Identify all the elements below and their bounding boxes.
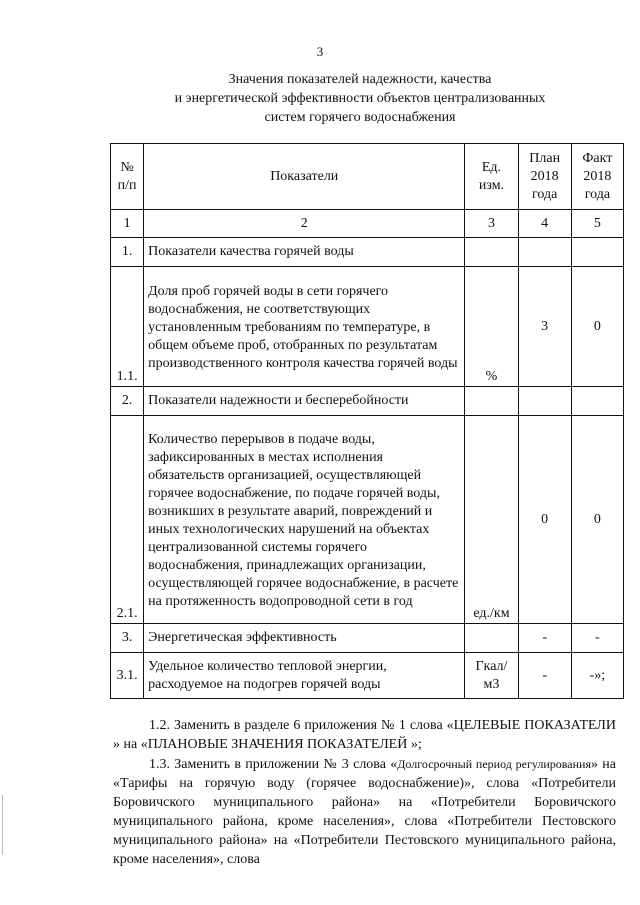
row-plan: 3 bbox=[518, 267, 571, 387]
header-name: Показатели bbox=[144, 144, 465, 210]
title-line: и энергетической эффективности объектов централизованных bbox=[174, 91, 546, 106]
header-plan: План 2018 года bbox=[518, 144, 571, 210]
table-header-row bbox=[111, 144, 624, 210]
paragraph-text: 1.3. Заменить в приложении № 3 слова « bbox=[149, 757, 398, 772]
row-fact bbox=[571, 238, 623, 267]
page-number: 3 bbox=[316, 44, 324, 59]
indicators-table bbox=[110, 143, 624, 699]
row-name: Энергетическая эффективность bbox=[144, 624, 465, 653]
row-unit: Гкал/м3 bbox=[465, 653, 518, 699]
row-num: 3.1. bbox=[111, 653, 144, 699]
row-plan: - bbox=[518, 653, 571, 699]
row-num: 1. bbox=[111, 238, 144, 267]
row-unit bbox=[465, 624, 518, 653]
paragraph-1-2: 1.2. Заменить в разделе 6 приложения № 1 слова «ЦЕЛЕВЫЕ ПОКАЗАТЕЛИ » на «ПЛАНОВЫЕ ЗНАЧЕНИЯ ПОКАЗАТЕЛЕЙ »; bbox=[113, 718, 616, 752]
row-num: 1.1. bbox=[111, 267, 144, 387]
row-num: 3. bbox=[111, 624, 144, 653]
row-unit bbox=[465, 238, 518, 267]
scan-margin-mark bbox=[2, 795, 3, 855]
row-name: Доля проб горячей воды в сети горячего водоснабжения, не соответствующих установленным требованиям по температуре, в общем объеме проб, отобранных по результатам производственного контроля качества горячей воды bbox=[144, 267, 465, 387]
paragraph-1-3 bbox=[113, 755, 616, 869]
paragraph-text: » на «Тарифы на горячую воду (горячее водоснабжение)», слова «Потребители Боровичского муниципального района» на «Потребители Боровичского муниципального района, кроме населения», слова «Потребители Пестовского муниципального района» на «Потребители Пестовского муниципального района, кроме населения», слова bbox=[113, 757, 616, 867]
row-fact: - bbox=[571, 624, 623, 653]
index-cell: 1 bbox=[111, 210, 144, 238]
table-row bbox=[111, 267, 624, 387]
row-unit bbox=[465, 387, 518, 416]
table-row bbox=[111, 624, 624, 653]
row-plan bbox=[518, 387, 571, 416]
row-name: Показатели качества горячей воды bbox=[144, 238, 465, 267]
table-row bbox=[111, 653, 624, 699]
title-line: Значения показателей надежности, качества bbox=[228, 72, 492, 87]
row-plan: - bbox=[518, 624, 571, 653]
table-row bbox=[111, 387, 624, 416]
row-unit: ед./км bbox=[465, 416, 518, 624]
table-title bbox=[100, 70, 620, 127]
row-name: Показатели надежности и бесперебойности bbox=[144, 387, 465, 416]
row-name: Количество перерывов в подаче воды, зафиксированных в местах исполнения обязательств организацией, осуществляющей горячее водоснабжение, по подаче горячей воды, возникших в результате аварий, повреждений и иных технологических нарушений на объектах централизованной системы горячего водоснабжения, принадлежащих организации, осуществляющей горячее водоснабжение, в расчете на протяженность водопроводной сети в год bbox=[144, 416, 465, 624]
row-fact bbox=[571, 387, 623, 416]
index-cell: 4 bbox=[518, 210, 571, 238]
row-num: 2.1. bbox=[111, 416, 144, 624]
index-cell: 5 bbox=[571, 210, 623, 238]
row-plan: 0 bbox=[518, 416, 571, 624]
table-row bbox=[111, 416, 624, 624]
row-plan bbox=[518, 238, 571, 267]
row-fact: 0 bbox=[571, 416, 623, 624]
row-name: Удельное количество тепловой энергии, расходуемое на подогрев горячей воды bbox=[144, 653, 465, 699]
row-unit: % bbox=[465, 267, 518, 387]
index-row bbox=[111, 210, 624, 238]
row-fact: -»; bbox=[571, 653, 623, 699]
header-fact: Факт 2018 года bbox=[571, 144, 623, 210]
index-cell: 2 bbox=[144, 210, 465, 238]
index-cell: 3 bbox=[465, 210, 518, 238]
header-num: № п/п bbox=[111, 144, 144, 210]
row-fact: 0 bbox=[571, 267, 623, 387]
table-row bbox=[111, 238, 624, 267]
title-line: систем горячего водоснабжения bbox=[264, 110, 456, 125]
paragraph-small-text: Долгосрочный период регулирования bbox=[397, 757, 591, 771]
row-num: 2. bbox=[111, 387, 144, 416]
header-unit: Ед. изм. bbox=[465, 144, 518, 210]
